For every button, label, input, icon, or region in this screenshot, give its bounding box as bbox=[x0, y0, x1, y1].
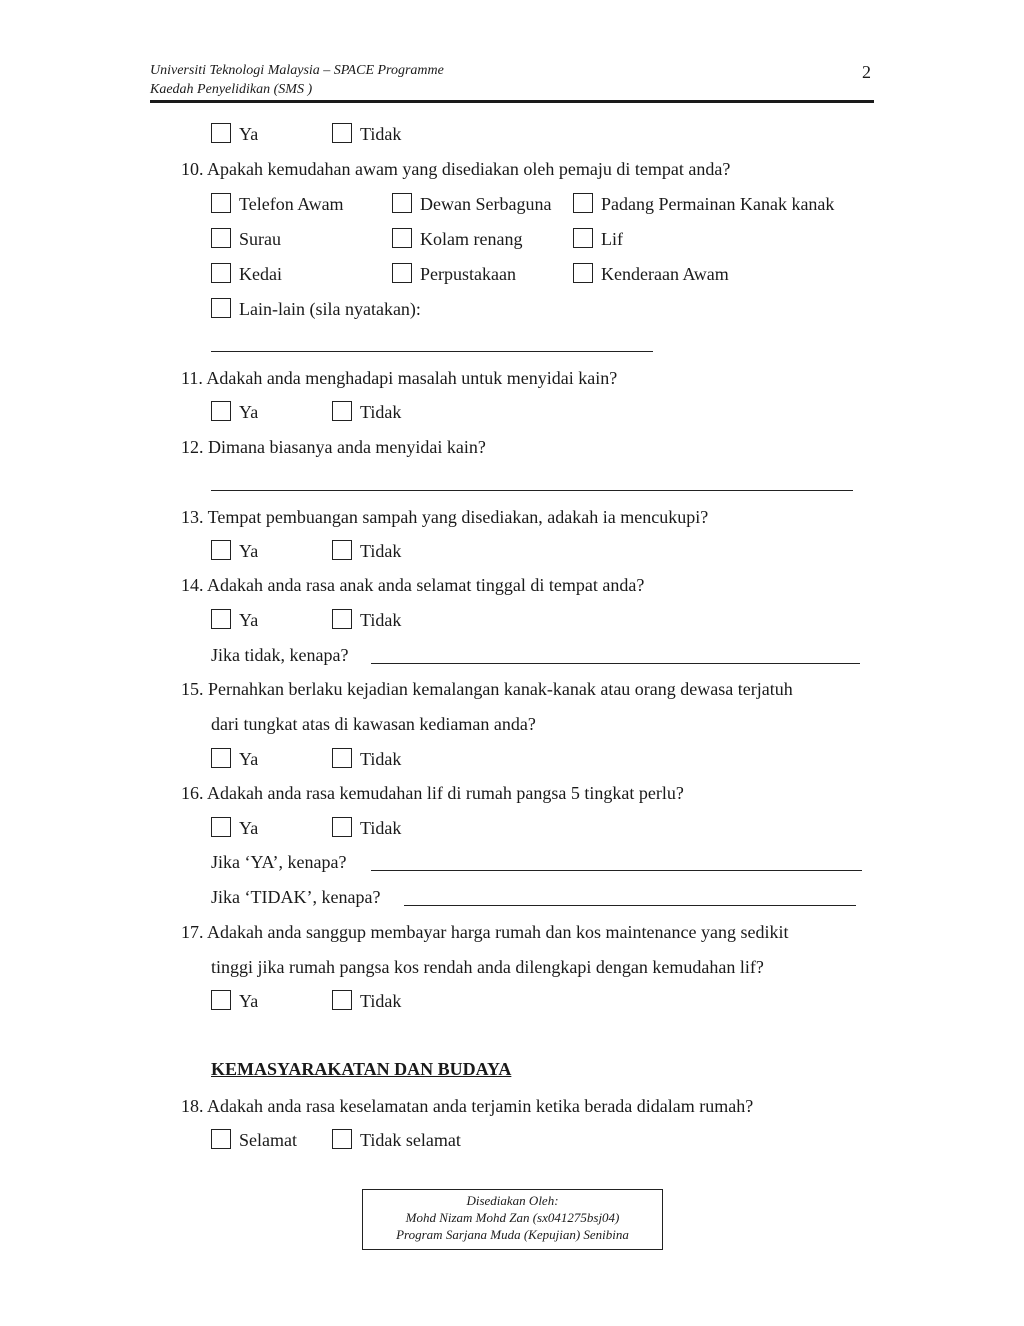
checkbox[interactable] bbox=[392, 263, 412, 283]
checkbox[interactable] bbox=[211, 228, 231, 248]
option-label: Tidak bbox=[360, 991, 402, 1011]
q14-followup-line[interactable] bbox=[371, 663, 860, 664]
checkbox[interactable] bbox=[211, 990, 231, 1010]
option-label: Kenderaan Awam bbox=[601, 264, 729, 284]
question-16: 16. Adakah anda rasa kemudahan lif di rumah pangsa 5 tingkat perlu? bbox=[181, 783, 684, 803]
option-label: Tidak bbox=[360, 541, 402, 561]
option-label: Tidak bbox=[360, 818, 402, 838]
checkbox[interactable] bbox=[332, 748, 352, 768]
option-label: Ya bbox=[239, 402, 259, 422]
q10-answer-line[interactable] bbox=[211, 351, 653, 352]
checkbox[interactable] bbox=[332, 817, 352, 837]
question-11: 11. Adakah anda menghadapi masalah untuk menyidai kain? bbox=[181, 368, 618, 388]
question-15-line1: 15. Pernahkan berlaku kejadian kemalangan kanak-kanak atau orang dewasa terjatuh bbox=[181, 679, 793, 699]
option-label: Tidak bbox=[360, 610, 402, 630]
option-label: Ya bbox=[239, 818, 259, 838]
checkbox[interactable] bbox=[332, 609, 352, 629]
option-label: Lif bbox=[601, 229, 623, 249]
checkbox[interactable] bbox=[211, 401, 231, 421]
option-label: Kedai bbox=[239, 264, 282, 284]
option-label: Ya bbox=[239, 991, 259, 1011]
q14-followup-label: Jika tidak, kenapa? bbox=[211, 645, 349, 665]
option-label: Tidak bbox=[360, 749, 402, 769]
option-label: Ya bbox=[239, 124, 259, 144]
option-label: Tidak selamat bbox=[360, 1130, 461, 1150]
option-label: Ya bbox=[239, 749, 259, 769]
checkbox[interactable] bbox=[211, 817, 231, 837]
header-subtitle: Kaedah Penyelidikan (SMS ) bbox=[150, 82, 313, 97]
prepared-by-box bbox=[362, 1189, 663, 1250]
checkbox[interactable] bbox=[211, 123, 231, 143]
question-15-line2: dari tungkat atas di kawasan kediaman anda? bbox=[211, 714, 536, 734]
option-label: Surau bbox=[239, 229, 281, 249]
program-name: Program Sarjana Muda (Kepujian) Senibina bbox=[396, 1227, 629, 1242]
checkbox[interactable] bbox=[332, 990, 352, 1010]
option-label: Tidak bbox=[360, 402, 402, 422]
checkbox[interactable] bbox=[211, 609, 231, 629]
question-13: 13. Tempat pembuangan sampah yang disediakan, adakah ia mencukupi? bbox=[181, 507, 709, 527]
q16-followup-tidak-label: Jika ‘TIDAK’, kenapa? bbox=[211, 887, 381, 907]
question-17-line1: 17. Adakah anda sanggup membayar harga rumah dan kos maintenance yang sedikit bbox=[181, 922, 789, 942]
author-name: Mohd Nizam Mohd Zan (sx041275bsj04) bbox=[405, 1210, 620, 1225]
checkbox[interactable] bbox=[332, 540, 352, 560]
section-heading: KEMASYARAKATAN DAN BUDAYA bbox=[211, 1059, 512, 1079]
checkbox[interactable] bbox=[211, 748, 231, 768]
option-label: Padang Permainan Kanak kanak bbox=[601, 194, 835, 214]
checkbox[interactable] bbox=[332, 1129, 352, 1149]
prepared-by-label: Disediakan Oleh: bbox=[466, 1193, 559, 1208]
checkbox[interactable] bbox=[332, 401, 352, 421]
option-label: Perpustakaan bbox=[420, 264, 516, 284]
header-title: Universiti Teknologi Malaysia – SPACE Programme bbox=[150, 63, 444, 78]
option-label: Tidak bbox=[360, 124, 402, 144]
checkbox[interactable] bbox=[392, 228, 412, 248]
option-label: Telefon Awam bbox=[239, 194, 344, 214]
option-label: Selamat bbox=[239, 1130, 297, 1150]
option-label: Lain-lain (sila nyatakan): bbox=[239, 299, 421, 319]
q16-followup-ya-line[interactable] bbox=[371, 870, 862, 871]
checkbox[interactable] bbox=[573, 193, 593, 213]
q12-answer-line[interactable] bbox=[211, 490, 853, 491]
q16-followup-ya-label: Jika ‘YA’, kenapa? bbox=[211, 852, 347, 872]
option-label: Ya bbox=[239, 610, 259, 630]
checkbox[interactable] bbox=[332, 123, 352, 143]
checkbox[interactable] bbox=[211, 263, 231, 283]
option-label: Ya bbox=[239, 541, 259, 561]
q16-followup-tidak-line[interactable] bbox=[404, 905, 856, 906]
question-12: 12. Dimana biasanya anda menyidai kain? bbox=[181, 437, 486, 457]
question-18: 18. Adakah anda rasa keselamatan anda terjamin ketika berada didalam rumah? bbox=[181, 1096, 754, 1116]
option-label: Kolam renang bbox=[420, 229, 523, 249]
page-number: 2 bbox=[862, 62, 871, 82]
question-17-line2: tinggi jika rumah pangsa kos rendah anda dilengkapi dengan kemudahan lif? bbox=[211, 957, 764, 977]
checkbox[interactable] bbox=[392, 193, 412, 213]
checkbox[interactable] bbox=[573, 263, 593, 283]
checkbox[interactable] bbox=[211, 540, 231, 560]
checkbox[interactable] bbox=[211, 1129, 231, 1149]
checkbox[interactable] bbox=[573, 228, 593, 248]
option-label: Dewan Serbaguna bbox=[420, 194, 552, 214]
checkbox[interactable] bbox=[211, 193, 231, 213]
question-10: 10. Apakah kemudahan awam yang disediakan oleh pemaju di tempat anda? bbox=[181, 159, 731, 179]
question-14: 14. Adakah anda rasa anak anda selamat tinggal di tempat anda? bbox=[181, 575, 645, 595]
header-rule bbox=[150, 100, 874, 103]
checkbox[interactable] bbox=[211, 298, 231, 318]
